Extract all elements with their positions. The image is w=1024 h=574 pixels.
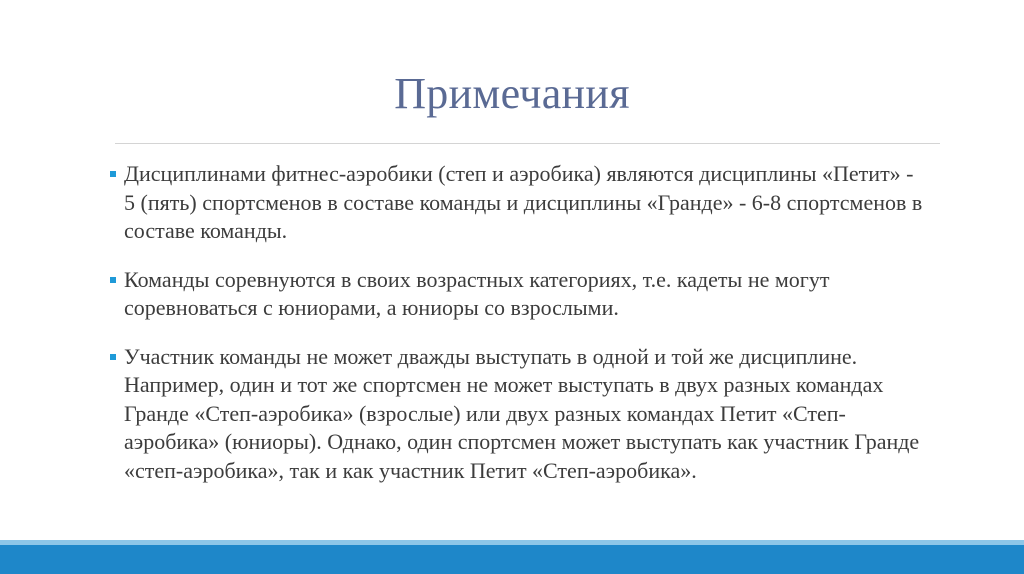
bullet-text: Дисциплинами фитнес-аэробики (степ и аэробика) являются дисциплины «Петит» - 5 (пять) спортсменов в составе команды и дисциплины «Гранде» - 6-8 спортсменов в составе команды.	[124, 161, 923, 243]
bullet-list	[108, 160, 928, 505]
square-bullet-icon	[110, 171, 116, 177]
bullet-item	[108, 343, 928, 486]
bullet-item	[108, 160, 928, 246]
bullet-item	[108, 266, 928, 323]
square-bullet-icon	[110, 354, 116, 360]
footer-band-dark	[0, 545, 1024, 574]
square-bullet-icon	[110, 277, 116, 283]
slide-title: Примечания	[394, 69, 630, 118]
bullet-text: Команды соревнуются в своих возрастных категориях, т.е. кадеты не могут соревноваться с юниорами, а юниоры со взрослыми.	[124, 266, 830, 320]
bullet-text: Участник команды не может дважды выступать в одной и той же дисциплине. Например, один и тот же спортсмен не может выступать в двух разных командах Гранде «Степ-аэробика» (взрослые) или двух разных командах Петит «Степ-аэробика» (юниоры). Однако, один спортсмен может выступать как участник Гранде «степ-аэробика», так и как участник Петит «Степ-аэробика».	[124, 343, 920, 483]
title-divider	[115, 143, 940, 144]
